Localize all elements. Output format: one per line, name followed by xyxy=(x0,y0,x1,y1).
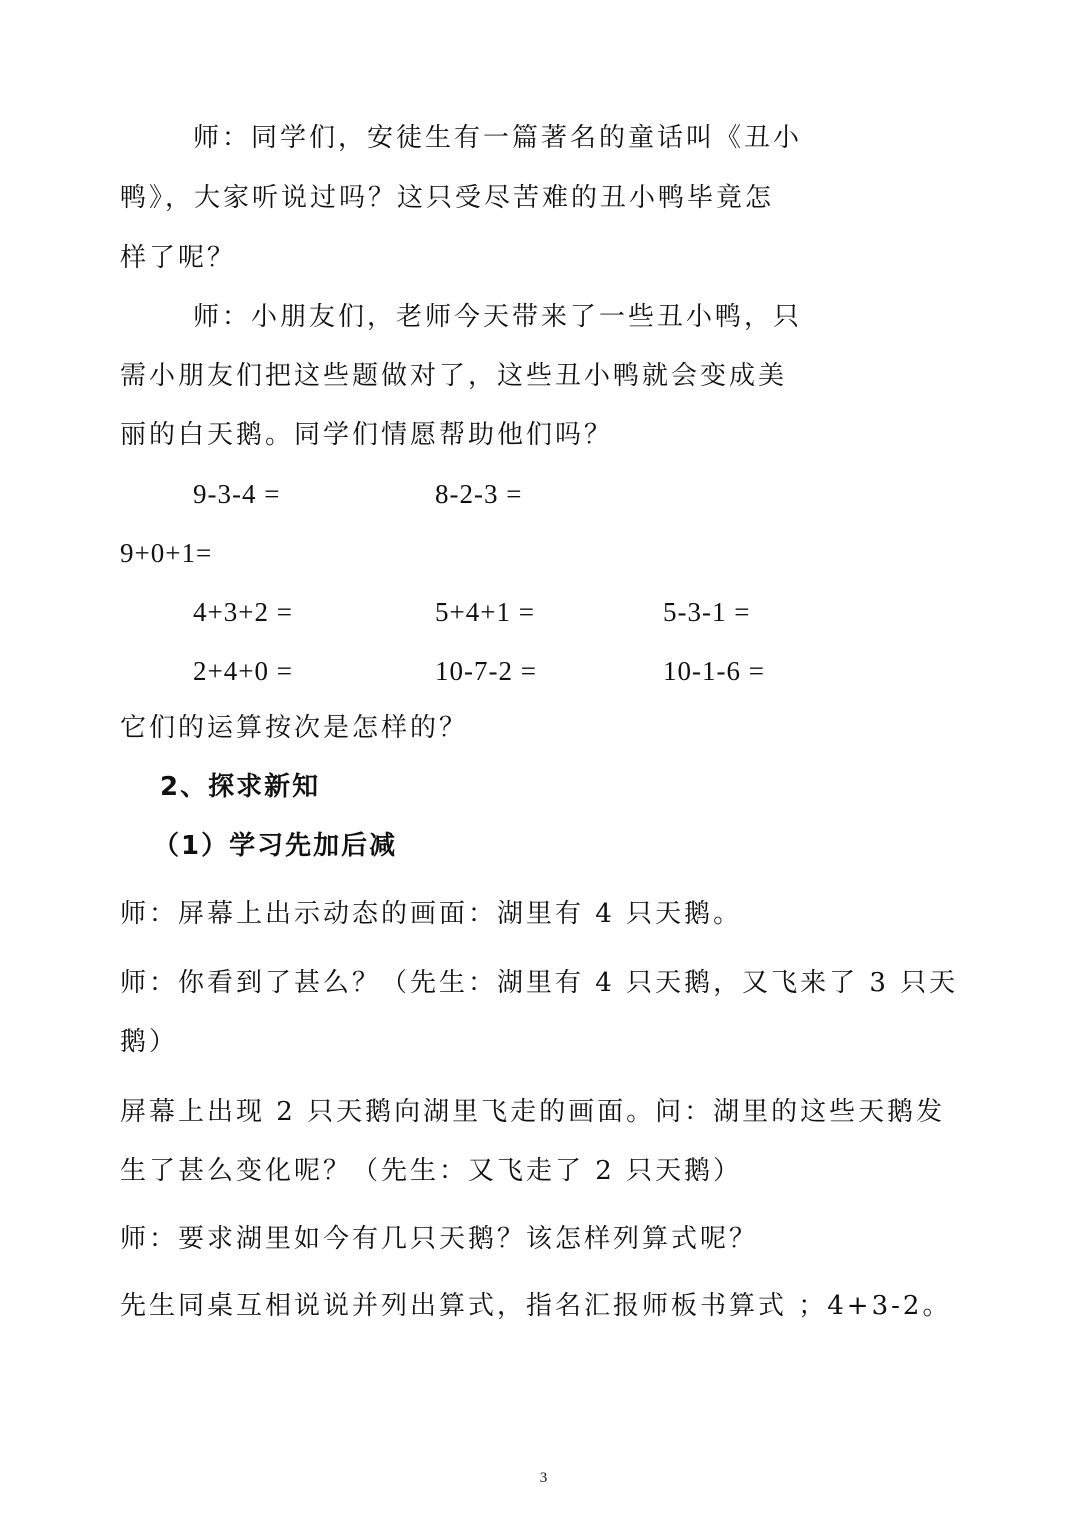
paragraph-line: 师：屏幕上出示动态的画面：湖里有 4 只天鹅。 xyxy=(120,899,743,929)
paragraph-line: 师：同学们，安徒生有一篇著名的童话叫《丑小 xyxy=(193,123,803,153)
exercise-item: 8-2-3 = xyxy=(435,479,523,509)
paragraph-line: 师：要求湖里如今有几只天鹅？该怎样列算式呢？ xyxy=(120,1224,759,1254)
exercise-item: 10-1-6 = xyxy=(663,656,765,686)
exercise-item: 9-3-4 = xyxy=(193,479,281,509)
subsection-heading: （1）学习先加后减 xyxy=(153,831,398,861)
exercise-item: 4+3+2 = xyxy=(193,597,293,627)
exercise-item: 5+4+1 = xyxy=(435,597,535,627)
paragraph-line: 丽的白天鹅。同学们情愿帮助他们吗？ xyxy=(120,420,614,450)
paragraph-line: 生了甚么变化呢？（先生：又飞走了 2 只天鹅） xyxy=(120,1156,743,1186)
page-number: 3 xyxy=(539,1470,548,1486)
exercise-item: 10-7-2 = xyxy=(435,656,537,686)
exercise-item: 5-3-1 = xyxy=(663,597,751,627)
paragraph-line: 先生同桌互相说说并列出算式，指名汇报师板书算式 ；4+3-2。 xyxy=(120,1291,952,1321)
question-text: 它们的运算按次是怎样的？ xyxy=(120,713,469,743)
paragraph-line: 鹅） xyxy=(120,1027,179,1057)
section-heading: 2、探求新知 xyxy=(160,772,321,802)
paragraph-line: 师：小朋友们，老师今天带来了一些丑小鸭，只 xyxy=(193,302,803,332)
paragraph-line: 样了呢？ xyxy=(120,243,237,273)
paragraph-line: 屏幕上出现 2 只天鹅向湖里飞走的画面。问：湖里的这些天鹅发 xyxy=(120,1097,946,1127)
paragraph-line: 需小朋友们把这些题做对了，这些丑小鸭就会变成美 xyxy=(120,361,788,391)
paragraph-line: 师：你看到了甚么？（先生：湖里有 4 只天鹅，又飞来了 3 只天 xyxy=(120,968,959,998)
paragraph-line: 鸭》，大家听说过吗？这只受尽苦难的丑小鸭毕竟怎 xyxy=(120,183,775,213)
exercise-item: 9+0+1= xyxy=(120,538,213,568)
exercise-item: 2+4+0 = xyxy=(193,656,293,686)
